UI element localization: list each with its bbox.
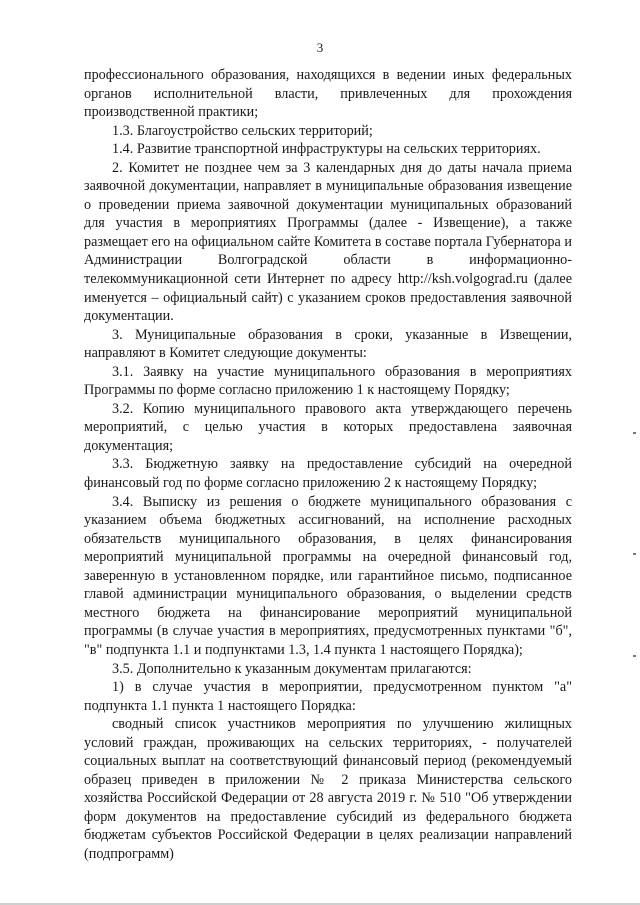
paragraph: 3.1. Заявку на участие муниципального образования в мероприятиях Программы по форме согласно приложению 1 к настоящему Порядку; [84,363,572,399]
document-body [84,66,572,864]
scan-edge-mark [633,553,636,555]
paragraph: профессионального образования, находящихся в ведении иных федеральных органов исполнительной власти, привлеченных для прохождения производственной практики; [84,67,572,121]
paragraph: 1) в случае участия в мероприятии, предусмотренном пунктом "а" подпункта 1.1 пункта 1 настоящего Порядка: [84,679,572,714]
paragraph: 2. Комитет не позднее чем за 3 календарных дня до даты начала приема заявочной документации, направляет в муниципальные образования извещение о проведении приема заявочной документации муниципальных образований для участия в мероприятиях Программы (далее - Извещение), а также размещает его на официальном сайте Комитета в составе портала Губернатора и Администрации Волгоградской области в информационно-телекоммуникационной сети Интернет по адресу http://ksh.volgograd.ru (далее именуется – официальный сайт) с указанием сроков предоставления заявочной документации. [84,159,572,325]
scan-edge-mark [633,432,636,434]
paragraph: 3.2. Копию муниципального правового акта утверждающего перечень мероприятий, с целью участия в которых предоставлена заявочная документация; [84,400,572,454]
page-number: 3 [316,40,324,55]
paragraph: 3.5. Дополнительно к указанным документам прилагаются: [112,660,472,677]
paragraph: сводный список участников мероприятия по улучшению жилищных условий граждан, проживающих на сельских территориях, - получателей социальных выплат на соответствующий финансовый период (рекомендуемый образец приведен в приложении № 2 приказа Министерства сельского хозяйства Российской Федерации от 28 августа 2019 г. № 510 "Об утверждении форм документов на предоставление субсидий из федерального бюджета бюджетам субъектов Российской Федерации в целях реализации направлений (подпрограмм) [84,716,572,862]
paragraph: 3. Муниципальные образования в сроки, указанные в Извещении, направляют в Комитет следующие документы: [84,326,572,362]
paragraph: 3.4. Выписку из решения о бюджете муниципального образования с указанием объема бюджетных ассигнований, на исполнение расходных обязательств муниципального образования, в целях финансирования мероприятий муниципальной программы на очередной финансовый год, заверенную в установленном порядке, или гарантийное письмо, подписанное главой администрации муниципального образования, о выделении средств местного бюджета на финансирование мероприятий муниципальной программы (в случае участия в мероприятиях, предусмотренных пунктами "б", "в" подпункта 1.1 и подпунктами 1.3, 1.4 пункта 1 настоящего Порядка); [84,493,572,658]
paragraph: 3.3. Бюджетную заявку на предоставление субсидий на очередной финансовый год по форме согласно приложению 2 к настоящему Порядку; [84,456,572,492]
paragraph: 1.3. Благоустройство сельских территорий; [112,122,373,139]
paragraph: 1.4. Развитие транспортной инфраструктуры на сельских территориях. [112,141,541,158]
scan-edge-mark [633,655,636,657]
